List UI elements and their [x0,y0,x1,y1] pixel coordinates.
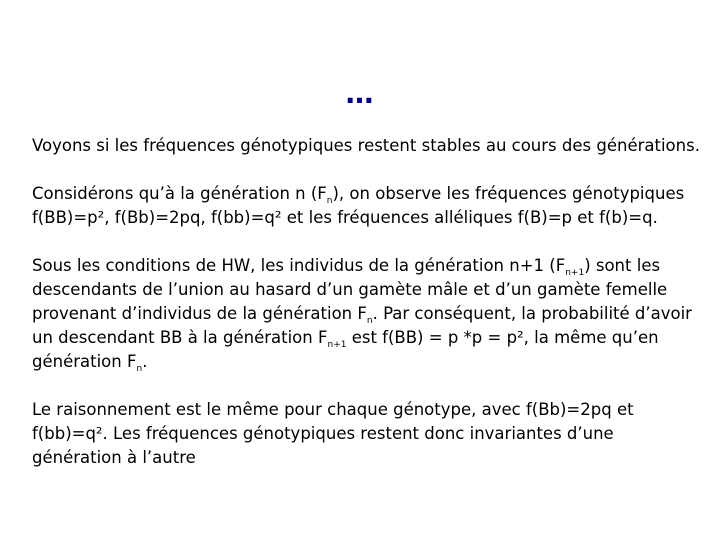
text-segment: . [142,352,148,371]
paragraph-intro: Voyons si les fréquences génotypiques restent stables au cours des générations. [32,136,700,155]
text-segment: Sous les conditions de HW, les individus de la génération n+1 (F [32,256,566,275]
subscript: n [366,316,373,326]
text-segment: Considérons qu’à la génération n (F [32,184,327,203]
slide-body [32,134,700,470]
text-segment: ), on observe les fréquences génotypiques f(BB)=p², f(Bb)=2pq, f(bb)=q² et les fréquences alléliques f(B)=p et f(b)=q. [32,184,685,227]
paragraph-generation-n [32,182,700,230]
subscript: n [326,196,333,206]
paragraph-conclusion: Le raisonnement est le même pour chaque génotype, avec f(Bb)=2pq et f(bb)=q². Les fréquences génotypiques restent donc invariantes d’une génération à l’autre [32,400,634,467]
paragraph-hw-conditions [32,254,700,374]
text-segment: est f(BB) = p *p = p², la même qu’en génération F [32,328,659,371]
subscript: n+1 [327,340,347,350]
subscript: n+1 [565,268,585,278]
slide-title: … [345,77,375,110]
text-segment: ) sont les descendants de l’union au hasard d’un gamète mâle et d’un gamète femelle provenant d’individus de la génération F [32,256,668,323]
text-segment: . Par conséquent, la probabilité d’avoir un descendant BB à la génération F [32,304,692,347]
subscript: n [136,364,143,374]
